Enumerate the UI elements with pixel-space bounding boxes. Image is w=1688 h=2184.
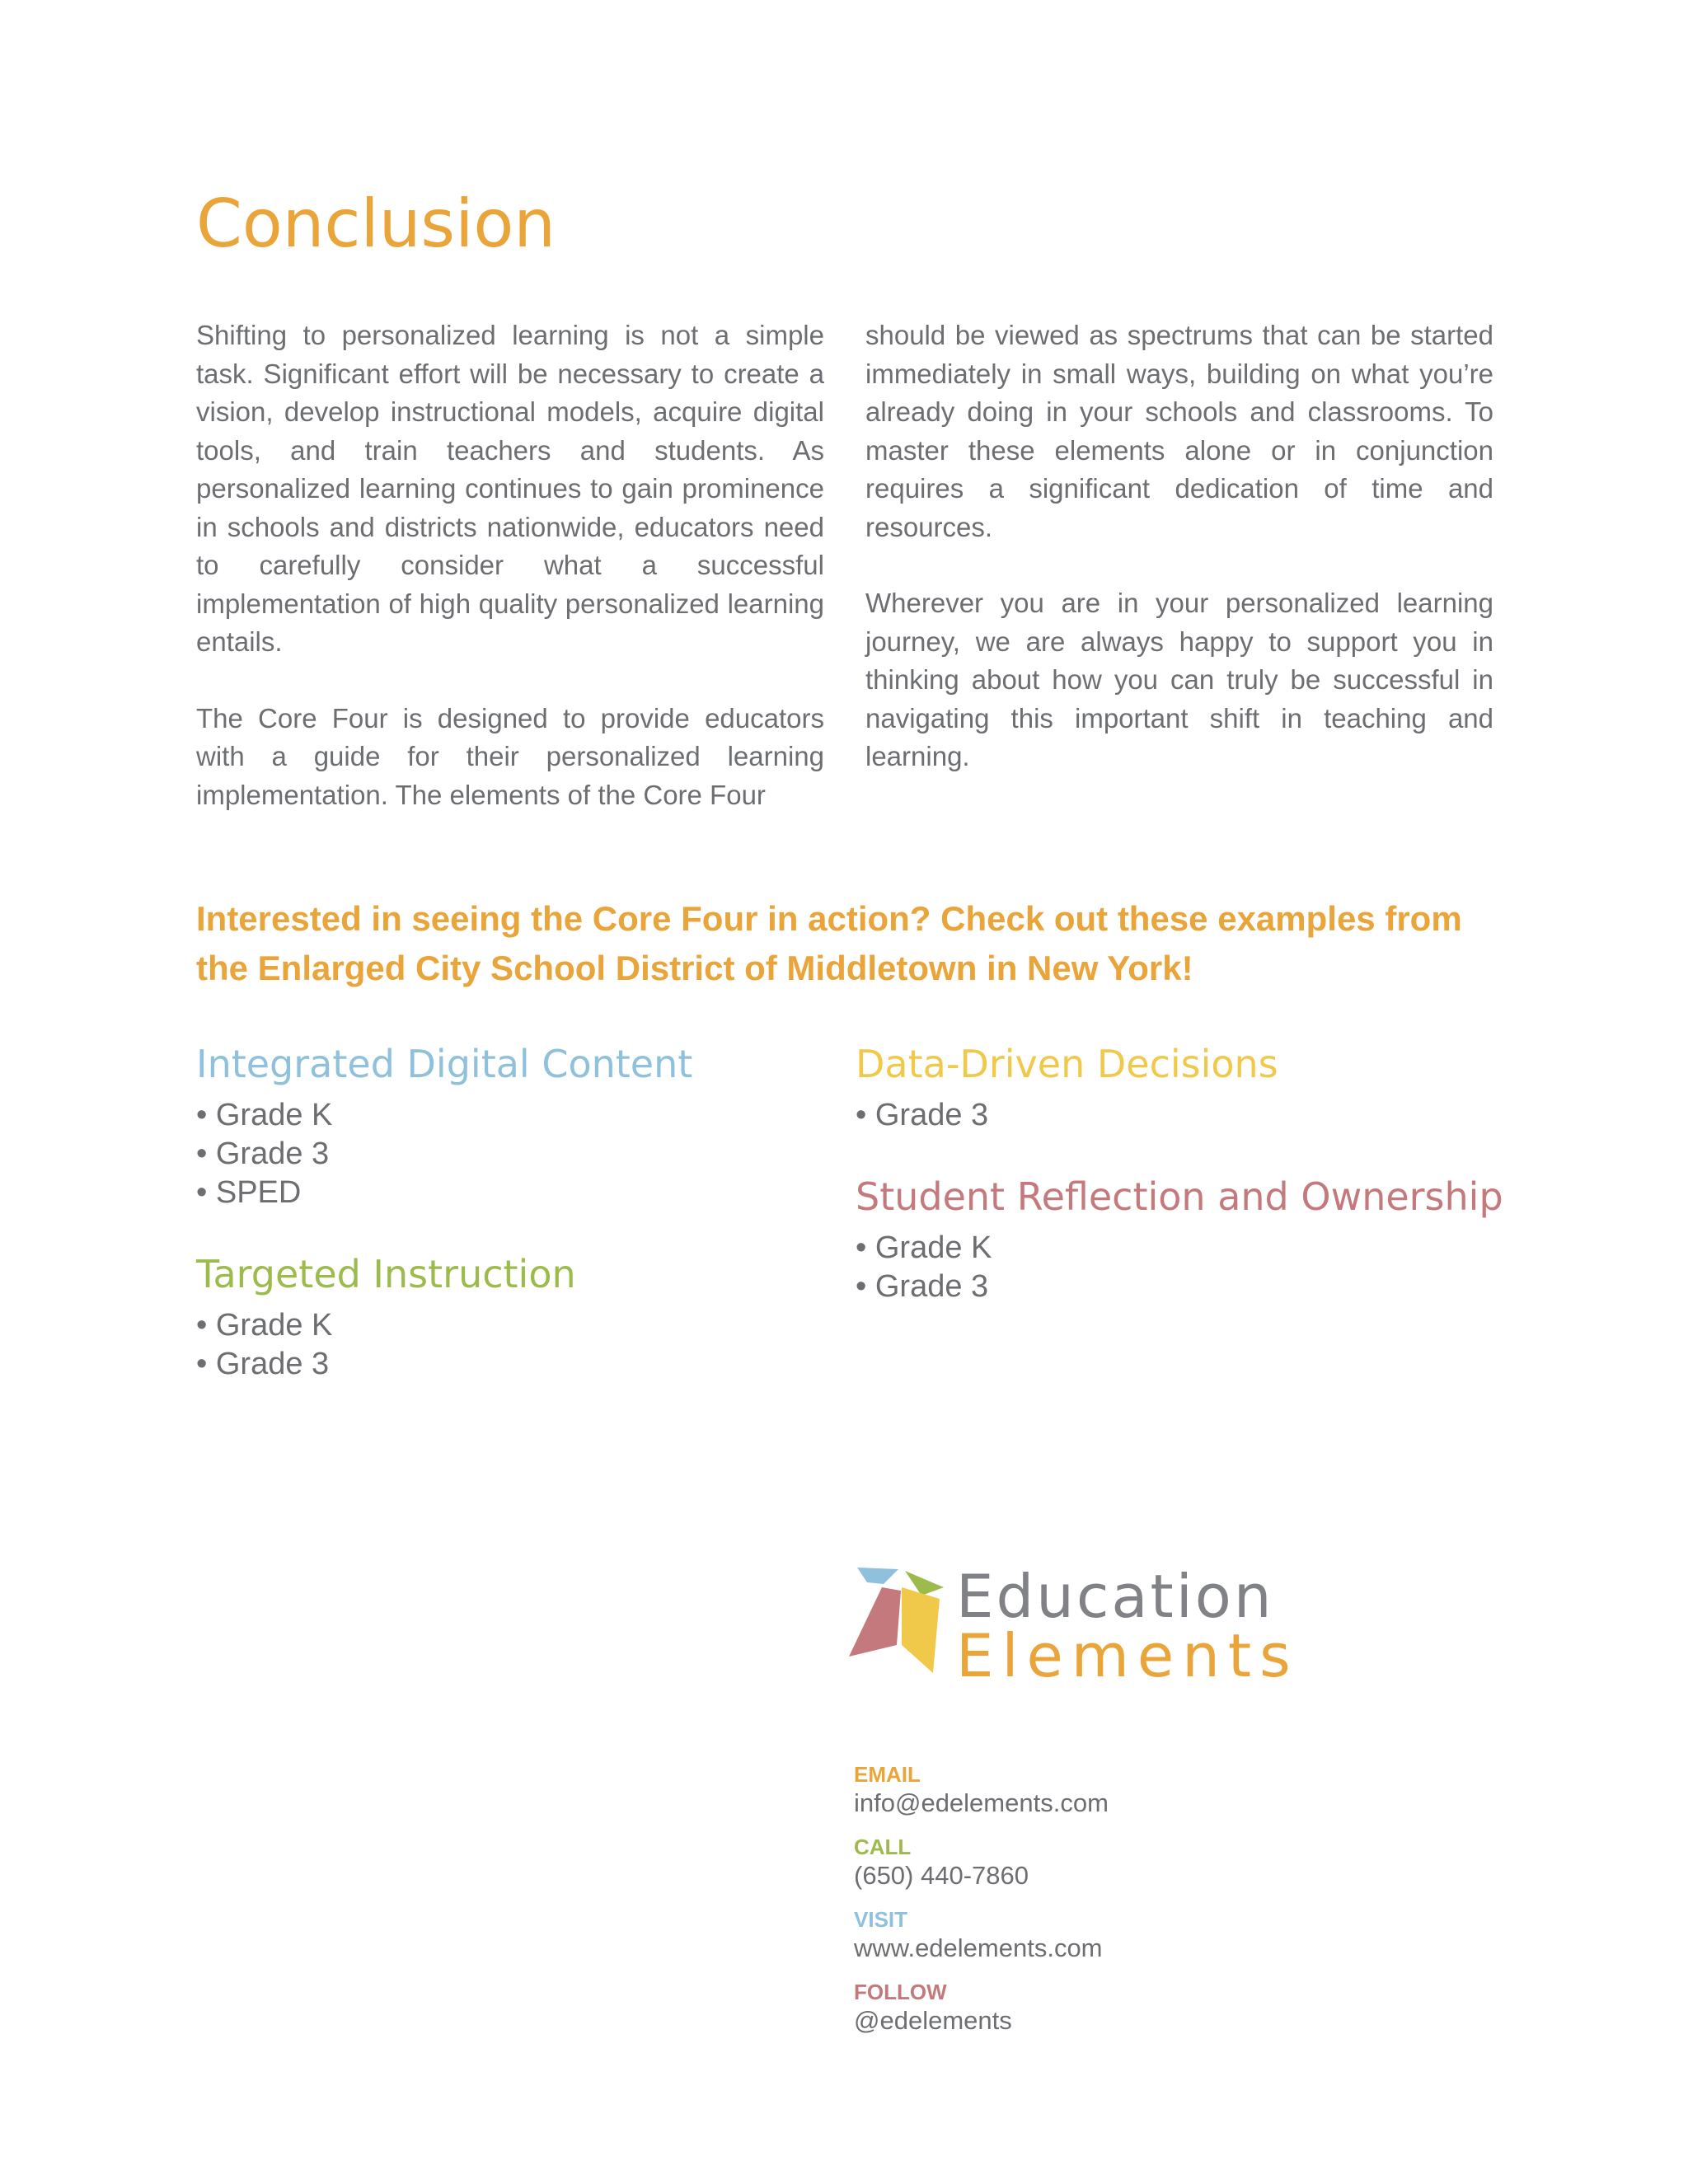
intro-column-left: [196, 316, 824, 852]
example-link[interactable]: • Grade 3: [196, 1347, 330, 1381]
example-link[interactable]: • Grade 3: [856, 1269, 989, 1304]
intro-text: [196, 316, 1493, 852]
contact-visit: [854, 1907, 1431, 1965]
contact-label: EMAIL: [854, 1762, 921, 1787]
intro-column-right: [865, 316, 1493, 852]
social-handle-link[interactable]: @edelements: [854, 2006, 1012, 2035]
contact-email: [854, 1762, 1431, 1820]
examples-column-left: [196, 1038, 856, 1420]
contact-block: [854, 1762, 1431, 2052]
example-link[interactable]: • SPED: [196, 1175, 302, 1210]
contact-follow: [854, 1980, 1431, 2037]
example-group-student-reflection: [856, 1171, 1515, 1306]
intro-paragraph: Wherever you are in your personalized learning journey, we are always happy to support you in thinking about how you can truly be successful in navigating this important shift in teaching and learning.: [865, 588, 1493, 771]
example-heading: Data-Driven Decisions: [856, 1042, 1278, 1086]
education-elements-logo: [849, 1562, 1299, 1690]
example-link[interactable]: • Grade K: [196, 1308, 333, 1343]
email-link[interactable]: info@edelements.com: [854, 1788, 1109, 1817]
callout-heading: Interested in seeing the Core Four in action? Check out these examples from the Enlarged City School District of Middletown in New York!: [196, 899, 1462, 987]
examples-column-right: [856, 1038, 1515, 1420]
examples-section: [196, 1038, 1515, 1420]
example-group-targeted-instruction: [196, 1249, 856, 1384]
intro-paragraph: The Core Four is designed to provide educators with a guide for their personalized learning implementation. The elements of the Core Four: [196, 702, 824, 810]
intro-paragraph: should be viewed as spectrums that can be started immediately in small ways, building on what you’re already doing in your schools and classrooms. To master these elements alone or in conjunction requires a significant dedication of time and resources.: [865, 320, 1493, 542]
example-heading: Integrated Digital Content: [196, 1042, 693, 1086]
contact-label: VISIT: [854, 1907, 908, 1932]
example-heading: Student Reflection and Ownership: [856, 1174, 1503, 1219]
example-link[interactable]: • Grade 3: [196, 1137, 330, 1171]
example-group-data-driven-decisions: [856, 1038, 1515, 1135]
logo-word-education: Education: [956, 1562, 1274, 1631]
contact-call: [854, 1835, 1431, 1892]
intro-paragraph: Shifting to personalized learning is not a simple task. Significant effort will be necessary to create a vision, develop instructional models, acquire digital tools, and train teachers and students. As personalized learning continues to gain prominence in schools and districts nationwide, educators need to carefully consider what a successful implementation of high quality personalized learning entails.: [196, 320, 824, 657]
contact-label: FOLLOW: [854, 1980, 947, 2004]
example-link[interactable]: • Grade K: [196, 1098, 333, 1132]
logo-word-elements: Elements: [956, 1621, 1299, 1690]
example-link[interactable]: • Grade K: [856, 1230, 992, 1265]
example-group-integrated-digital-content: [196, 1038, 856, 1212]
logo-mark-icon: [849, 1566, 948, 1681]
website-link[interactable]: www.edelements.com: [854, 1933, 1103, 1962]
contact-label: CALL: [854, 1835, 912, 1859]
example-heading: Targeted Instruction: [196, 1252, 576, 1296]
logo-wordmark: [956, 1562, 1299, 1690]
phone-link[interactable]: (650) 440-7860: [854, 1861, 1029, 1890]
page-title: Conclusion: [196, 185, 556, 262]
example-link[interactable]: • Grade 3: [856, 1098, 989, 1132]
